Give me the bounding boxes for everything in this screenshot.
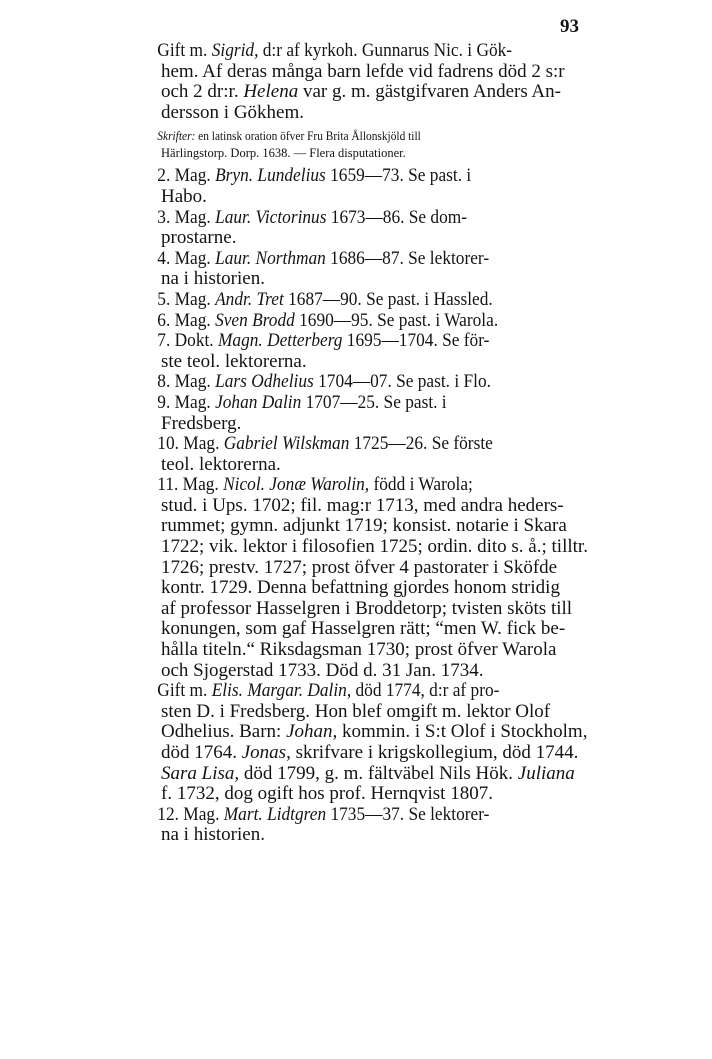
text-run: 9. Mag. [157,391,216,413]
text-line [119,249,555,270]
text-run: och 2 dr:r. [161,81,244,103]
text-run: Gift m. [157,680,212,702]
text-run: och Sjogerstad 1733. Död d. 31 Jan. 1734. [161,659,484,681]
text-run: en latinsk oration öfver Fru Brita Ållonskjöld till [195,129,421,144]
italic-name: Johan, [286,721,338,743]
text-line [119,722,597,743]
text-run: 11. Mag. [157,474,224,496]
italic-name: Gabriel Wilskman [223,433,350,455]
text-line [119,661,597,682]
text-line [119,145,597,162]
text-run: hem. Af deras många barn lefde vid fadrens död 2 s:r [161,60,565,82]
text-line [119,208,555,229]
text-line [119,269,597,290]
text-run: na i historien. [161,824,265,846]
text-run: teol. lektorerna. [161,453,281,475]
paragraph-item-2 [119,166,597,207]
text-run: ste teol. lektorerna. [161,350,307,372]
text-line [119,228,597,249]
text-run: d:r af kyrkoh. Gunnarus Nic. i Gök- [258,40,513,61]
paragraph-item-3 [119,208,597,249]
text-run: Fredsberg. [161,412,242,434]
text-run: skrifvare i krigskollegium, död 1744. [290,742,579,763]
paragraph-item-11 [119,475,597,681]
paragraph-item-8 [119,372,597,393]
italic-name: Elis. Margar. Dalin, [211,680,352,702]
text-run: var g. m. gästgifvaren Anders An- [298,81,561,103]
italic-name: Sara Lisa, [161,762,240,784]
italic-name: Mart. Lidtgren [223,803,327,825]
italic-name: Juliana [517,762,575,784]
text-line [119,393,555,414]
italic-name: Lars Odhelius [215,371,314,393]
text-run: 3. Mag. [157,206,216,228]
text-run: 1707—25. Se past. i [301,391,447,413]
text-line [119,352,597,373]
text-run: 1659—73. Se past. i [325,165,472,187]
text-run: 1687—90. Se past. i Hassled. [283,288,493,310]
text-line [119,537,597,558]
paragraph-item-7 [119,331,597,372]
text-run: 1690—95. Se past. i Warola. [294,309,499,331]
paragraph-gift-sigrid [119,41,597,123]
italic-name: Bryn. Lundelius [215,165,326,187]
page-number: 93 [560,16,579,37]
text-run: 1673—86. Se dom- [326,206,468,228]
text-line [119,128,555,145]
text-run: 10. Mag. [157,433,224,455]
text-run: död 1764. [161,742,242,763]
text-line [119,681,555,702]
paragraph-item-4 [119,249,597,290]
text-run: Odhelius. Barn: [161,721,287,743]
text-line [119,103,597,124]
text-line [119,414,597,435]
text-line [119,743,597,764]
text-line [119,599,597,620]
text-run: kommin. i S:t Olof i Stockholm, [337,721,588,743]
text-run: död 1774, d:r af pro- [351,680,500,702]
paragraph-skrifter [119,128,597,162]
italic-name: Magn. Detterberg [217,330,343,352]
text-line [119,455,597,476]
text-run: 2. Mag. [157,165,216,187]
text-line [119,41,555,62]
text-run: dersson i Gökhem. [161,101,305,123]
paragraph-item-6 [119,311,597,332]
text-run: hålla titeln.“ Riksdagsman 1730; prost öfver Warola [161,639,557,661]
text-run: Härlingstorp. Dorp. 1638. — Flera disputationer. [161,146,406,161]
text-line [119,702,597,723]
text-line [119,805,555,826]
italic-name: Skrifter: [157,129,196,144]
text-line [119,187,597,208]
text-run: af professor Hasselgren i Broddetorp; tvisten sköts till [161,597,573,619]
text-line [119,558,597,579]
paragraph-item-10 [119,434,597,475]
text-line [119,434,555,455]
paragraph-item-12 [119,805,597,846]
text-line [119,496,597,517]
text-line [119,82,597,103]
paragraph-item-5 [119,290,597,311]
text-line [119,825,597,846]
text-line [119,516,597,537]
text-column [119,41,597,846]
text-line [119,166,555,187]
text-run: konungen, som gaf Hasselgren rätt; “men W. fick be- [161,618,566,640]
text-run: Gift m. [157,40,212,61]
text-run: 1726; prestv. 1727; prost öfver 4 pastorater i Sköfde [161,556,558,578]
text-run: sten D. i Fredsberg. Hon blef omgift m. lektor Olof [161,700,551,722]
italic-name: Laur. Northman [215,247,326,269]
italic-name: Nicol. Jonæ Warolin, [223,474,370,496]
text-run: 1704—07. Se past. i Flo. [313,371,491,393]
italic-name: Sigrid, [211,40,259,61]
text-run: 1722; vik. lektor i filosofien 1725; ordin. dito s. å.; tilltr. [161,536,588,558]
paragraph-item-9 [119,393,597,434]
text-run: kontr. 1729. Denna befattning gjordes honom stridig [161,577,560,599]
italic-name: Sven Brodd [215,309,295,331]
text-run: 8. Mag. [157,371,216,393]
text-run: 5. Mag. [157,288,216,310]
text-run: 7. Dokt. [157,330,218,352]
text-run: 1735—37. Se lektorer- [326,803,490,825]
italic-name: Helena [243,81,299,103]
text-run: 1686—87. Se lektorer- [325,247,490,269]
text-run: na i historien. [161,268,265,290]
text-run: 12. Mag. [157,803,224,825]
text-run: 6. Mag. [157,309,216,331]
text-run: 1695—1704. Se för- [342,330,490,352]
text-line [119,311,555,332]
text-run: f. 1732, dog ogift hos prof. Hernqvist 1807. [161,783,493,805]
text-run: rummet; gymn. adjunkt 1719; konsist. notarie i Skara [161,515,567,537]
italic-name: Jonas, [241,742,291,763]
text-line [119,475,555,496]
paragraph-gift-elis [119,681,597,805]
text-line [119,764,597,785]
text-line [119,372,555,393]
text-line [119,62,597,83]
text-run: född i Warola; [369,474,473,496]
text-line [119,331,555,352]
italic-name: Johan Dalin [215,391,302,413]
text-run: stud. i Ups. 1702; fil. mag:r 1713, med andra heders- [161,494,564,516]
text-run: 1725—26. Se förste [349,433,493,455]
text-line [119,619,597,640]
text-line [119,578,597,599]
text-run: Habo. [161,185,207,207]
italic-name: Andr. Tret [215,288,284,310]
italic-name: Laur. Victorinus [215,206,327,228]
text-run: död 1799, g. m. fältväbel Nils Hök. [239,762,518,784]
text-line [119,784,597,805]
text-line [119,640,597,661]
text-line [119,290,555,311]
text-run: prostarne. [161,227,237,249]
text-run: 4. Mag. [157,247,216,269]
